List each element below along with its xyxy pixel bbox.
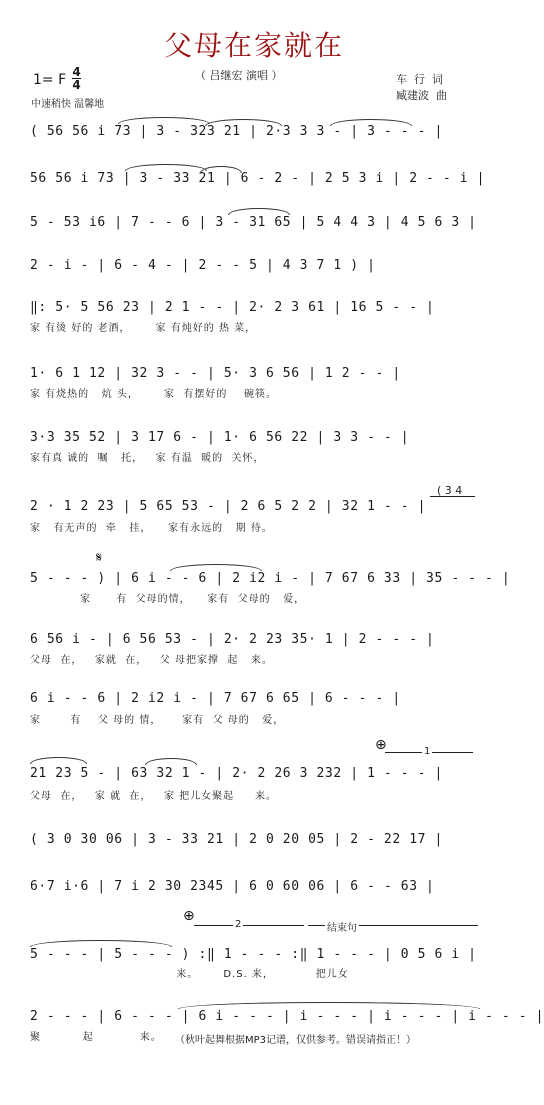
- bracket-annotation: ( 3 4: [437, 484, 463, 497]
- notation-line-9: 5 - - - ) | 6 i - - 6 | 2 i2 i - | 7 67 6 33 | 35 - - - |: [30, 571, 511, 586]
- notation-line-15: 5 - - - | 5 - - - ) :‖ 1 - - - :‖ 1 - - - | 0 5 6 i |: [30, 947, 477, 962]
- song-title: 父母在家就在: [163, 29, 344, 62]
- slur: [145, 758, 197, 765]
- composer-credit: 臧建波 曲: [396, 89, 447, 102]
- lyric-line-8: 家 有无声的 牵 挂， 家有永远的 期 待。: [30, 523, 273, 534]
- final-ending-label: 结束句: [325, 919, 359, 934]
- lyric-line-9: 家 有 父母的情， 家有 父母的 爱，: [30, 594, 306, 605]
- slur: [205, 119, 282, 126]
- slur: [30, 940, 172, 947]
- slur: [30, 757, 87, 764]
- lyric-line-15: 来。 D.S. 来， 把儿女: [30, 969, 349, 980]
- lyric-line-10: 父母 在， 家就 在， 父 母把家撑 起 来。: [30, 655, 273, 666]
- ending-1-label: 1: [424, 746, 431, 757]
- slur: [178, 1002, 480, 1009]
- slur: [118, 117, 210, 124]
- lyric-line-6: 家 有烧热的 炕 头， 家 有摆好的 碗筷。: [30, 389, 278, 400]
- time-signature-bottom: 4: [72, 78, 81, 92]
- lyric-line-7: 家有真 诚的 嘱 托， 家 有温 暖的 关怀，: [30, 453, 265, 464]
- notation-line-10: 6 56 i - | 6 56 53 - | 2· 2 23 35· 1 | 2 - - - |: [30, 632, 435, 647]
- slur: [228, 208, 290, 215]
- notation-line-16: 2 - - - | 6 - - - | 6 i - - - | i - - - | i - - - | i - - - |: [30, 1009, 544, 1024]
- coda-symbol: ⊕: [375, 737, 387, 753]
- slur: [330, 119, 412, 126]
- time-signature-top: 4: [72, 65, 81, 79]
- coda-symbol: ⊕: [183, 908, 195, 924]
- notation-line-5: ‖: 5· 5 56 23 | 2 1 - - | 2· 2 3 61 | 16 5 - - |: [30, 300, 435, 315]
- transcription-note: （秋叶起舞根据MP3记谱，仅供参考。错误请指正！）: [175, 1035, 417, 1046]
- key-signature: 1= F: [33, 72, 67, 88]
- lyric-line-11: 家 有 父 母的 情， 家有 父 母的 爱，: [30, 715, 285, 726]
- notation-line-14: 6·7 i·6 | 7 i 2 30 2345 | 6 0 60 06 | 6 - - 63 |: [30, 879, 435, 894]
- notation-line-12: 21 23 5 - | 63 32 1 - | 2· 2 26 3 232 | 1 - - - |: [30, 766, 443, 781]
- notation-line-8: 2 · 1 2 23 | 5 65 53 - | 2 6 5 2 2 | 32 1 - - |: [30, 499, 427, 514]
- lyricist-credit: 车 行 词: [396, 73, 443, 86]
- time-signature: [72, 66, 81, 91]
- notation-line-1: ( 56 56 i 73 | 3 - 323 21 | 2·3 3 3 - | 3 - - - |: [30, 124, 443, 139]
- segno-symbol: 𝄋: [96, 550, 103, 566]
- notation-line-6: 1· 6 1 12 | 32 3 - - | 5· 3 6 56 | 1 2 - - |: [30, 366, 401, 381]
- lyric-line-5: 家 有烫 好的 老酒， 家 有炖好的 热 菜，: [30, 323, 257, 334]
- slur: [200, 166, 242, 173]
- bracket-annotation-rule: [430, 496, 475, 497]
- tempo-marking: 中速稍快 温馨地: [31, 99, 105, 110]
- notation-line-3: 5 - 53 i6 | 7 - - 6 | 3 - 31 65 | 5 4 4 3 | 4 5 6 3 |: [30, 215, 477, 230]
- notation-line-11: 6 i - - 6 | 2 i2 i - | 7 67 6 65 | 6 - - - |: [30, 691, 401, 706]
- singer-credit: （ 吕继宏 演唱 ）: [195, 69, 283, 82]
- notation-line-13: ( 3 0 30 06 | 3 - 33 21 | 2 0 20 05 | 2 - 22 17 |: [30, 832, 443, 847]
- slur: [170, 564, 262, 571]
- notation-line-7: 3·3 35 52 | 3 17 6 - | 1· 6 56 22 | 3 3 - - |: [30, 430, 410, 445]
- lyric-line-12: 父母 在， 家 就 在， 家 把儿女聚起 来。: [30, 791, 278, 802]
- lyric-line-16: 聚 起 来。: [30, 1032, 162, 1043]
- ending-2-label: 2: [235, 919, 242, 930]
- ending-2-bracket: [194, 925, 304, 926]
- notation-line-4: 2 - i - | 6 - 4 - | 2 - - 5 | 4 3 7 1 ) |: [30, 258, 376, 273]
- slur: [125, 164, 207, 171]
- notation-line-2: 56 56 i 73 | 3 - 33 21 | 6 - 2 - | 2 5 3 i | 2 - - i |: [30, 171, 486, 186]
